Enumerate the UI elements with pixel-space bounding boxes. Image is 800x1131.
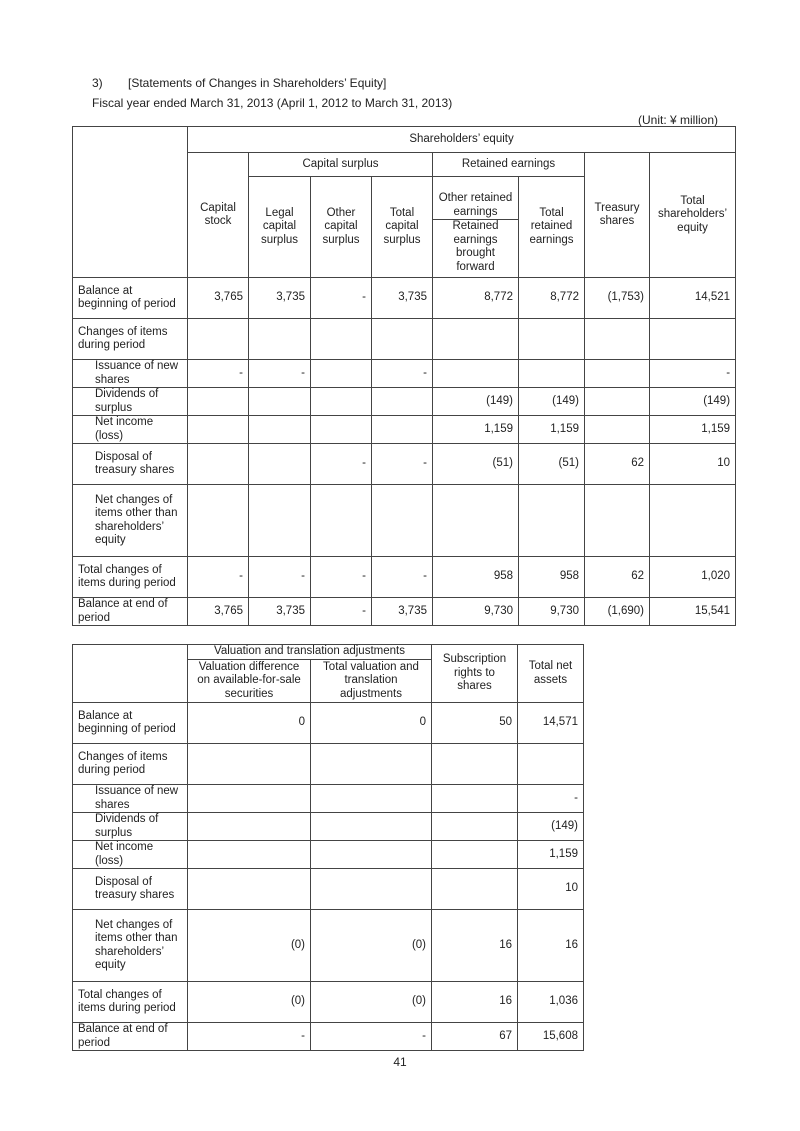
equity-row (73, 444, 736, 485)
unit-note: (Unit: ¥ million) (637, 113, 718, 127)
value-cell: 1,159 (433, 416, 519, 444)
row-label: Disposal of treasury shares (73, 869, 188, 910)
value-cell: 16 (518, 910, 584, 982)
value-cell (188, 319, 249, 360)
value-cell (188, 388, 249, 416)
value-cell: (149) (650, 388, 736, 416)
value-cell (372, 319, 433, 360)
shareholders-equity-table (72, 126, 736, 626)
row-label: Issuance of new shares (73, 360, 188, 388)
value-cell (432, 841, 518, 869)
equity-row (73, 278, 736, 319)
table1-corner (73, 127, 188, 278)
value-cell (372, 388, 433, 416)
value-cell: 15,608 (518, 1023, 584, 1051)
value-cell (585, 319, 650, 360)
value-cell (249, 444, 311, 485)
valuation-row (73, 982, 584, 1023)
value-cell: - (311, 444, 372, 485)
row-label: Total changes of items during period (73, 557, 188, 598)
value-cell (188, 744, 311, 785)
row-label: Changes of items during period (73, 319, 188, 360)
value-cell: 3,735 (372, 598, 433, 626)
value-cell: 3,765 (188, 278, 249, 319)
value-cell: - (372, 557, 433, 598)
header-total-capital-surplus: Total capital surplus (372, 177, 433, 278)
value-cell (433, 360, 519, 388)
value-cell: (0) (311, 910, 432, 982)
value-cell (188, 813, 311, 841)
value-cell: 3,765 (188, 598, 249, 626)
value-cell: 1,020 (650, 557, 736, 598)
value-cell (311, 360, 372, 388)
value-cell: 16 (432, 982, 518, 1023)
value-cell: - (311, 598, 372, 626)
value-cell (585, 416, 650, 444)
header-total-retained-earnings: Total retained earnings (519, 177, 585, 278)
row-label: Dividends of surplus (73, 388, 188, 416)
value-cell: - (372, 360, 433, 388)
value-cell: 10 (518, 869, 584, 910)
value-cell: 16 (432, 910, 518, 982)
value-cell (188, 841, 311, 869)
row-label: Balance at end of period (73, 598, 188, 626)
section-title: [Statements of Changes in Shareholders’ Equity] (128, 76, 387, 90)
value-cell: - (518, 785, 584, 813)
value-cell: - (311, 1023, 432, 1051)
value-cell (188, 485, 249, 557)
value-cell: 1,159 (519, 416, 585, 444)
value-cell: - (188, 360, 249, 388)
value-cell (585, 388, 650, 416)
value-cell (650, 485, 736, 557)
value-cell (518, 744, 584, 785)
value-cell: 958 (519, 557, 585, 598)
value-cell: 958 (433, 557, 519, 598)
header-total-net-assets: Total net assets (518, 645, 584, 703)
header-retained-earnings-brought-forward: Retained earnings brought forward (433, 220, 519, 278)
value-cell (188, 785, 311, 813)
value-cell: 8,772 (519, 278, 585, 319)
value-cell (311, 416, 372, 444)
value-cell (650, 319, 736, 360)
row-label: Issuance of new shares (73, 785, 188, 813)
row-label: Balance at beginning of period (73, 278, 188, 319)
header-total-valuation: Total valuation and translation adjustments (311, 660, 432, 703)
value-cell: 1,036 (518, 982, 584, 1023)
value-cell (519, 319, 585, 360)
value-cell: 67 (432, 1023, 518, 1051)
valuation-adjustments-table (72, 644, 584, 1051)
value-cell (311, 813, 432, 841)
equity-row (73, 360, 736, 388)
header-capital-surplus: Capital surplus (249, 153, 433, 177)
table2-corner (73, 645, 188, 703)
value-cell: 62 (585, 444, 650, 485)
value-cell: 9,730 (519, 598, 585, 626)
row-label: Changes of items during period (73, 744, 188, 785)
header-shareholders-equity: Shareholders’ equity (188, 127, 736, 153)
value-cell: 1,159 (518, 841, 584, 869)
header-capital-stock: Capital stock (188, 153, 249, 278)
value-cell (519, 485, 585, 557)
value-cell: - (249, 360, 311, 388)
value-cell (585, 485, 650, 557)
header-total-shareholders-equity: Total shareholders’ equity (650, 153, 736, 278)
equity-row (73, 598, 736, 626)
valuation-row (73, 841, 584, 869)
value-cell (432, 744, 518, 785)
header-other-capital-surplus: Other capital surplus (311, 177, 372, 278)
value-cell: - (372, 444, 433, 485)
section-number: 3) (92, 76, 103, 90)
value-cell (311, 785, 432, 813)
value-cell: - (650, 360, 736, 388)
row-label: Balance at end of period (73, 1023, 188, 1051)
value-cell (249, 319, 311, 360)
page-number: 41 (393, 1055, 407, 1069)
value-cell (188, 416, 249, 444)
fiscal-period: Fiscal year ended March 31, 2013 (April 1, 2012 to March 31, 2013) (92, 96, 453, 110)
value-cell: 50 (432, 703, 518, 744)
row-label: Balance at beginning of period (73, 703, 188, 744)
value-cell (249, 388, 311, 416)
equity-row (73, 388, 736, 416)
value-cell: (0) (188, 982, 311, 1023)
value-cell: 62 (585, 557, 650, 598)
value-cell (585, 360, 650, 388)
value-cell: 8,772 (433, 278, 519, 319)
value-cell: (149) (518, 813, 584, 841)
value-cell (311, 841, 432, 869)
value-cell (311, 869, 432, 910)
row-label: Net changes of items other than shareholders’ equity (73, 485, 188, 557)
value-cell: (0) (311, 982, 432, 1023)
header-other-retained-earnings: Other retained earnings (433, 177, 519, 220)
value-cell: (1,753) (585, 278, 650, 319)
value-cell (432, 785, 518, 813)
header-retained-earnings: Retained earnings (433, 153, 585, 177)
row-label: Total changes of items during period (73, 982, 188, 1023)
valuation-row (73, 785, 584, 813)
value-cell: 0 (188, 703, 311, 744)
value-cell: 3,735 (249, 278, 311, 319)
value-cell: 10 (650, 444, 736, 485)
value-cell: (149) (433, 388, 519, 416)
value-cell: (51) (519, 444, 585, 485)
value-cell (311, 388, 372, 416)
value-cell: 3,735 (249, 598, 311, 626)
valuation-row (73, 910, 584, 982)
value-cell: 9,730 (433, 598, 519, 626)
value-cell: 1,159 (650, 416, 736, 444)
header-valuation-difference: Valuation difference on available-for-sale securities (188, 660, 311, 703)
value-cell: (51) (433, 444, 519, 485)
value-cell: - (188, 557, 249, 598)
header-subscription-rights: Subscription rights to shares (432, 645, 518, 703)
value-cell: - (311, 278, 372, 319)
value-cell: 15,541 (650, 598, 736, 626)
row-label: Dividends of surplus (73, 813, 188, 841)
value-cell: - (188, 1023, 311, 1051)
header-treasury-shares: Treasury shares (585, 153, 650, 278)
value-cell (249, 485, 311, 557)
value-cell (519, 360, 585, 388)
value-cell: (0) (188, 910, 311, 982)
value-cell (372, 416, 433, 444)
value-cell: - (249, 557, 311, 598)
equity-row (73, 485, 736, 557)
row-label: Net changes of items other than shareholders’ equity (73, 910, 188, 982)
value-cell (188, 444, 249, 485)
value-cell (432, 869, 518, 910)
value-cell: 3,735 (372, 278, 433, 319)
equity-row (73, 319, 736, 360)
valuation-row (73, 813, 584, 841)
value-cell: - (311, 557, 372, 598)
value-cell: (149) (519, 388, 585, 416)
valuation-row (73, 869, 584, 910)
row-label: Disposal of treasury shares (73, 444, 188, 485)
value-cell: (1,690) (585, 598, 650, 626)
value-cell (311, 485, 372, 557)
header-valuation-translation: Valuation and translation adjustments (188, 645, 432, 660)
value-cell (188, 869, 311, 910)
value-cell (372, 485, 433, 557)
value-cell (433, 485, 519, 557)
valuation-row (73, 744, 584, 785)
value-cell (433, 319, 519, 360)
value-cell (311, 744, 432, 785)
valuation-row (73, 1023, 584, 1051)
equity-row (73, 557, 736, 598)
row-label: Net income (loss) (73, 416, 188, 444)
value-cell (249, 416, 311, 444)
value-cell: 14,571 (518, 703, 584, 744)
row-label: Net income (loss) (73, 841, 188, 869)
valuation-row (73, 703, 584, 744)
header-legal-capital-surplus: Legal capital surplus (249, 177, 311, 278)
value-cell (311, 319, 372, 360)
value-cell (432, 813, 518, 841)
value-cell: 14,521 (650, 278, 736, 319)
equity-row (73, 416, 736, 444)
value-cell: 0 (311, 703, 432, 744)
